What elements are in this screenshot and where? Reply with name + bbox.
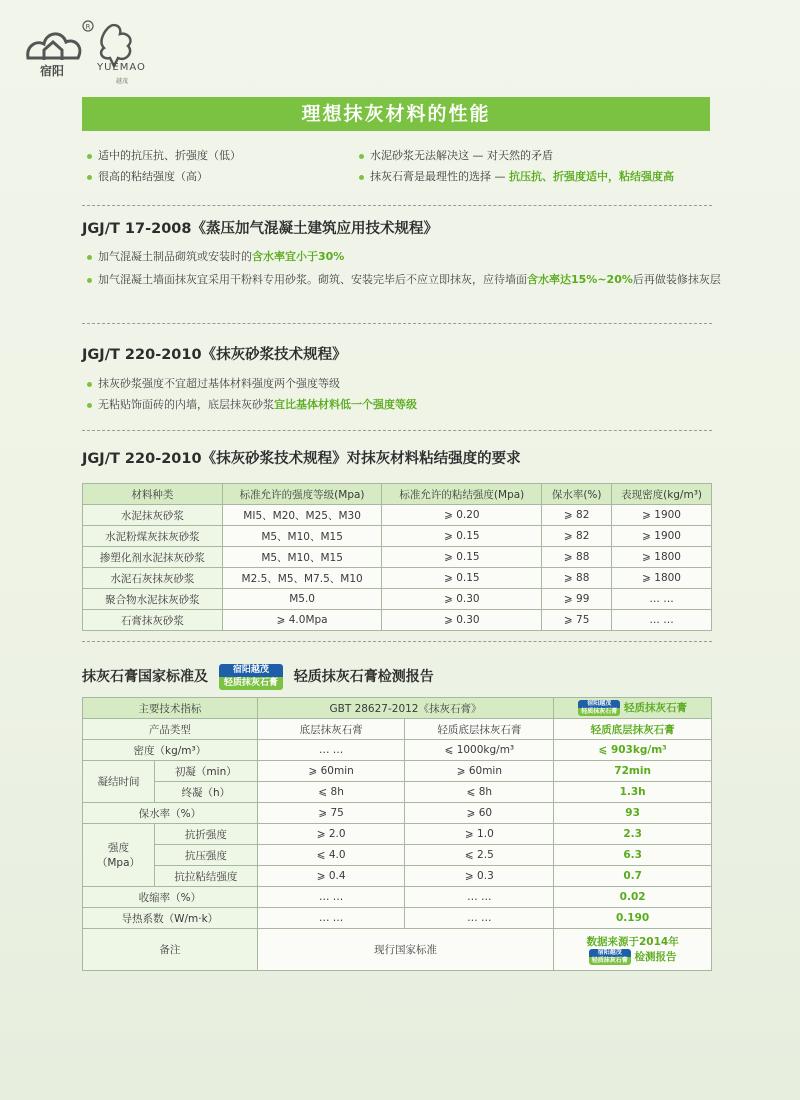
divider [82,641,712,642]
table-cell: 93 [554,803,712,824]
table-cell: ⩾ 0.30 [382,610,542,631]
table-cell: MI5、M20、M25、M30 [222,505,382,526]
report-heading-text: 轻质抹灰石膏检测报告 [293,669,434,685]
remark-source-text: 检测报告 [634,951,677,963]
table-cell: 水泥粉煤灰抹灰砂浆 [83,526,223,547]
table-cell: 轻质底层抹灰石膏 [554,719,712,740]
column-header: 主要技术指标 [83,698,258,719]
report-heading-text: 抹灰石膏国家标准及 [82,669,208,685]
table-cell: ⩾ 99 [542,589,612,610]
table-cell: ⩽ 1000kg/m³ [405,740,554,761]
table-cell: … … [257,740,405,761]
divider [82,430,712,431]
row-label: 密度（kg/m³） [83,740,258,761]
table-cell: 1.3h [554,782,712,803]
table-cell: 现行国家标准 [257,929,553,971]
table-cell: ⩽ 8h [405,782,554,803]
product-header-text: 轻质抹灰石膏 [623,702,687,714]
table-row [83,761,712,782]
column-header: 表现密度(kg/m³) [612,484,712,505]
table-cell: 掺塑化剂水泥抹灰砂浆 [83,547,223,568]
bullet-highlight: 含水率达15%~20% [527,273,633,286]
table-cell: … … [612,610,712,631]
table-cell: ⩽ 2.5 [405,845,554,866]
row-group-label [83,824,155,887]
column-header: 保水率(%) [542,484,612,505]
remark-source-cell [554,929,712,971]
row-label: 抗拉粘结强度 [154,866,257,887]
table-cell: 6.3 [554,845,712,866]
table-cell: ⩾ 1900 [612,526,712,547]
table-row [83,929,712,971]
table-cell: ⩽ 903kg/m³ [554,740,712,761]
table-cell: … … [612,589,712,610]
row-label: 初凝（min） [154,761,257,782]
column-header: 标准允许的强度等级(Mpa) [222,484,382,505]
table-cell: M2.5、M5、M7.5、M10 [222,568,382,589]
brand-badge [219,664,283,690]
table-cell: 72min [554,761,712,782]
bullet-text: 加气混凝土制品砌筑或安装时的 [98,250,252,263]
table-cell: … … [405,887,554,908]
section-heading-1: JGJ/T 17-2008《蒸压加气混凝土建筑应用技术规程》 [82,221,438,237]
table-cell: 水泥石灰抹灰砂浆 [83,568,223,589]
badge-bottom: 轻质抹灰石膏 [219,677,283,690]
table-cell: 石膏抹灰砂浆 [83,610,223,631]
table-cell: ⩾ 0.30 [382,589,542,610]
bullet-highlight: 宜比基体材料低一个强度等级 [274,398,417,411]
table-cell: ⩾ 2.0 [257,824,405,845]
report-heading [82,664,434,690]
table-cell: ⩾ 60min [405,761,554,782]
remark-source-line-2 [554,949,711,965]
section-bullet [84,247,724,266]
table-row [83,908,712,929]
table-cell: 0.7 [554,866,712,887]
table-cell: ⩾ 0.15 [382,526,542,547]
table-cell: M5.0 [222,589,382,610]
table-cell: ⩾ 60min [257,761,405,782]
column-header: GBT 28627-2012《抹灰石膏》 [257,698,553,719]
table-cell: M5、M10、M15 [222,547,382,568]
table-row [83,887,712,908]
table-header-row [83,698,712,719]
table-cell: ⩾ 60 [405,803,554,824]
table-header-row [83,484,712,505]
bullet-text: 加气混凝土墙面抹灰宜采用干粉料专用砂浆。砌筑、安装完毕后不应立即抹灰，应待墙面 [98,273,527,286]
section-1-bullets [84,247,724,289]
strength-label: 强度 [107,842,129,854]
table-cell: 0.190 [554,908,712,929]
column-header: 材料种类 [83,484,223,505]
section-heading-3: JGJ/T 220-2010《抹灰砂浆技术规程》对抹灰材料粘结强度的要求 [82,451,521,467]
row-label: 备注 [83,929,258,971]
brand-name-en: YUEMAO [97,62,146,73]
divider [82,205,712,206]
gypsum-test-report-table [82,697,712,971]
table-cell: ⩾ 82 [542,505,612,526]
intro-bullet: 水泥砂浆无法解决这 — 对天然的矛盾 [356,146,736,167]
table-cell: ⩾ 1800 [612,568,712,589]
table-row [83,782,712,803]
table-cell: 水泥抹灰砂浆 [83,505,223,526]
table-cell: 2.3 [554,824,712,845]
table-row [83,845,712,866]
table-row [83,610,712,631]
row-group-label: 凝结时间 [83,761,155,803]
table-cell: ⩽ 8h [257,782,405,803]
page-title: 理想抹灰材料的性能 [82,97,710,131]
table-cell: 聚合物水泥抹灰砂浆 [83,589,223,610]
section-heading-2: JGJ/T 220-2010《抹灰砂浆技术规程》 [82,347,347,363]
table-row [83,568,712,589]
badge-bottom: 轻质抹灰石膏 [578,708,620,716]
brand-badge [578,700,620,716]
table-row [83,824,712,845]
badge-top: 宿阳越茂 [578,700,620,708]
bullet-text: 无粘贴饰面砖的内墙，底层抹灰砂浆 [98,398,274,411]
intro-text: 抹灰石膏是最理性的选择 — [370,170,509,183]
table-row [83,505,712,526]
column-header: 标准允许的粘结强度(Mpa) [382,484,542,505]
table-cell: 底层抹灰石膏 [257,719,405,740]
intro-bullet [356,167,736,188]
badge-top: 宿阳越茂 [219,664,283,677]
row-label: 抗压强度 [154,845,257,866]
table-row [83,803,712,824]
intro-highlight: 抗压抗、折强度适中，粘结强度高 [509,170,674,183]
table-cell: ⩾ 82 [542,526,612,547]
row-label: 收缩率（%） [83,887,258,908]
table-cell: ⩾ 4.0Mpa [222,610,382,631]
brand-name-cn: 宿阳 [40,64,65,78]
product-header [554,698,712,719]
table-row [83,526,712,547]
remark-source-line: 数据来源于2014年 [586,936,679,948]
table-cell: ⩽ 4.0 [257,845,405,866]
row-label: 终凝（h） [154,782,257,803]
table-cell: … … [257,887,405,908]
section-bullet [84,395,724,414]
bullet-highlight: 含水率宜小于30% [252,250,345,263]
intro-bullet: 很高的粘结强度（高） [84,167,384,188]
table-row [83,547,712,568]
table-cell: ⩾ 88 [542,547,612,568]
table-cell: ⩾ 0.20 [382,505,542,526]
intro-left-column [84,146,384,188]
row-label: 抗折强度 [154,824,257,845]
table-cell: ⩾ 0.15 [382,568,542,589]
table-cell: ⩾ 1900 [612,505,712,526]
table-row [83,719,712,740]
table-cell: … … [405,908,554,929]
badge-bottom: 轻质抹灰石膏 [589,957,631,965]
table-cell: M5、M10、M15 [222,526,382,547]
strength-unit: （Mpa） [96,857,141,869]
table-cell: … … [257,908,405,929]
table-cell: ⩾ 0.15 [382,547,542,568]
table-cell: 0.02 [554,887,712,908]
row-label: 产品类型 [83,719,258,740]
table-cell: ⩾ 75 [257,803,405,824]
mortar-requirements-table [82,483,712,631]
table-row [83,866,712,887]
row-label: 保水率（%） [83,803,258,824]
badge-top: 宿阳越茂 [589,949,631,957]
row-label: 导热系数（W/m·k） [83,908,258,929]
table-cell: ⩾ 1.0 [405,824,554,845]
table-cell: ⩾ 75 [542,610,612,631]
brand-badge [589,949,631,965]
table-cell: 轻质底层抹灰石膏 [405,719,554,740]
table-cell: ⩾ 0.4 [257,866,405,887]
section-bullet: 抹灰砂浆强度不宜超过基体材料强度两个强度等级 [84,374,724,393]
brand-name-sub: 越茂 [116,78,129,85]
intro-right-column [356,146,736,188]
table-cell: ⩾ 88 [542,568,612,589]
table-row [83,740,712,761]
table-row [83,589,712,610]
section-bullet [84,270,724,289]
intro-bullet: 适中的抗压抗、折强度（低） [84,146,384,167]
section-2-bullets [84,374,724,414]
bullet-text: 后再做装修抹灰层 [632,273,721,286]
table-cell: ⩾ 0.3 [405,866,554,887]
table-cell: ⩾ 1800 [612,547,712,568]
svg-text:R: R [85,23,91,31]
divider [82,323,712,324]
